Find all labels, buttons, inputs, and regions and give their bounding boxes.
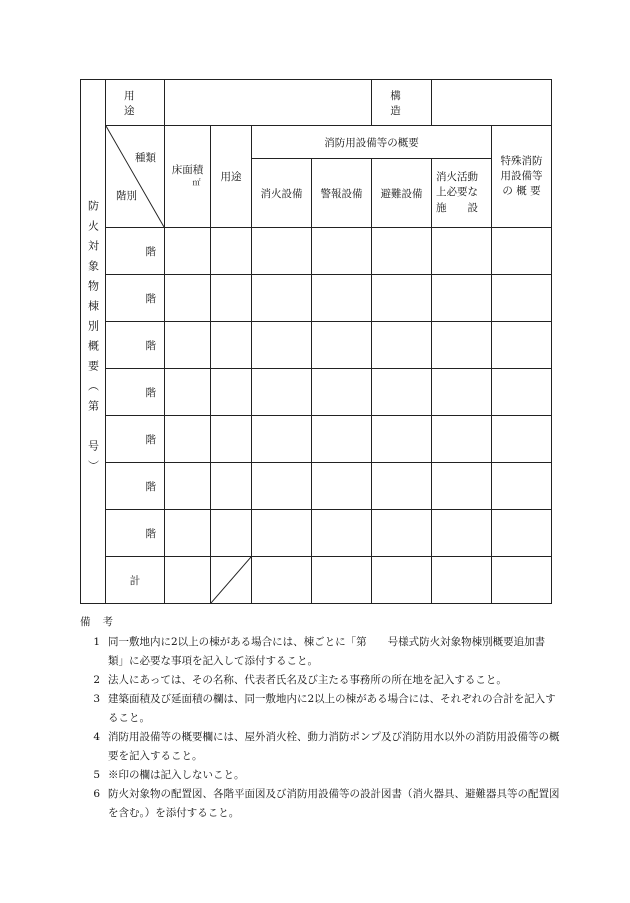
diagonal-line (211, 557, 251, 603)
cell[interactable] (312, 228, 372, 275)
floor-row-label: 階 (106, 369, 165, 416)
cell[interactable] (432, 228, 492, 275)
cell[interactable] (492, 416, 552, 463)
remark-item (80, 785, 560, 823)
floor-area-header (165, 126, 211, 228)
cell[interactable] (432, 463, 492, 510)
kind-floor-header (106, 126, 165, 228)
alarm-header: 警報設備 (312, 159, 372, 228)
evacuation-header: 避難設備 (372, 159, 432, 228)
cell[interactable] (432, 416, 492, 463)
diagonal-line (106, 126, 164, 227)
remark-item (80, 671, 560, 690)
remark-number: 5 (93, 769, 100, 781)
cell[interactable] (252, 416, 312, 463)
floor-row-label: 階 (106, 463, 165, 510)
cell[interactable] (165, 416, 211, 463)
cell[interactable] (165, 510, 211, 557)
total-label: 計 (106, 557, 165, 604)
usage-label: 用 途 (106, 80, 165, 126)
cell[interactable] (312, 510, 372, 557)
floor-row-label: 階 (106, 228, 165, 275)
remark-item (80, 690, 560, 728)
remarks-title: 備考 (80, 616, 125, 628)
cell[interactable] (211, 510, 252, 557)
floor-label: 階別 (116, 190, 137, 202)
remark-number: 6 (93, 788, 100, 800)
cell[interactable] (492, 510, 552, 557)
special-line2: 用設備等 (500, 169, 543, 182)
remark-number: 4 (93, 731, 100, 743)
cell[interactable] (492, 463, 552, 510)
cell[interactable] (372, 275, 432, 322)
cell[interactable] (165, 275, 211, 322)
structure-label: 構 造 (372, 80, 432, 126)
cell[interactable] (312, 463, 372, 510)
remark-text: 消防用設備等の概要欄には、屋外消火栓、動力消防ポンプ及び消防用水以外の消防用設備等の概要を記入すること。 (108, 731, 560, 762)
firefight-line3: 施 設 (436, 201, 478, 214)
remark-item (80, 766, 560, 785)
cell[interactable] (312, 275, 372, 322)
cell[interactable] (165, 463, 211, 510)
firefight-line1: 消火活動 (436, 171, 478, 184)
cell[interactable] (492, 369, 552, 416)
special-line3: の 概 要 (502, 185, 541, 198)
special-equipment-header (492, 126, 552, 228)
remark-number: 2 (93, 674, 100, 686)
cell[interactable] (252, 275, 312, 322)
cell[interactable] (252, 510, 312, 557)
cell[interactable] (165, 228, 211, 275)
cell[interactable] (432, 322, 492, 369)
floor-area-label: 床面積 (171, 164, 204, 177)
firefight-line2: 上必要な (436, 186, 478, 199)
extinguishing-header: 消火設備 (252, 159, 312, 228)
cell[interactable] (432, 275, 492, 322)
firefighting-facility-header (432, 159, 492, 228)
cell[interactable] (432, 510, 492, 557)
remark-number: 3 (93, 693, 100, 705)
cell[interactable] (312, 416, 372, 463)
vertical-title: 防火対象物棟別概要（第 号） (86, 200, 100, 480)
fire-equipment-overview-header: 消防用設備等の概要 (252, 126, 492, 159)
remarks-section (80, 614, 560, 823)
floor-row-label: 階 (106, 510, 165, 557)
cell[interactable] (165, 369, 211, 416)
remark-number: 1 (93, 636, 100, 648)
cell[interactable] (372, 510, 432, 557)
cell[interactable] (372, 369, 432, 416)
cell[interactable] (211, 322, 252, 369)
remark-text: 同一敷地内に2以上の棟がある場合には、棟ごとに「第 号様式防火対象物棟別概要追加書類」に必要な事項を記入して添付すること。 (108, 636, 546, 667)
special-line1: 特殊消防 (500, 154, 543, 167)
cell[interactable] (165, 322, 211, 369)
cell[interactable] (252, 557, 312, 604)
total-floor-area-cell[interactable] (165, 557, 211, 604)
remark-item (80, 728, 560, 766)
cell[interactable] (211, 369, 252, 416)
usage-header: 用途 (211, 126, 252, 228)
remark-text: 法人にあっては、その名称、代表者氏名及び主たる事務所の所在地を記入すること。 (108, 674, 507, 686)
cell[interactable] (252, 463, 312, 510)
cell[interactable] (211, 463, 252, 510)
floor-row-label: 階 (106, 416, 165, 463)
total-usage-cell-crossed (211, 557, 252, 604)
cell[interactable] (372, 228, 432, 275)
remark-text: 建築面積及び延面積の欄は、同一敷地内に2以上の棟がある場合には、それぞれの合計を記入すること。 (108, 693, 556, 724)
cell[interactable] (252, 322, 312, 369)
cell[interactable] (211, 275, 252, 322)
usage-value[interactable] (165, 80, 372, 126)
cell[interactable] (372, 557, 432, 604)
floor-row-label: 階 (106, 322, 165, 369)
cell[interactable] (372, 416, 432, 463)
kind-label: 種類 (135, 152, 156, 164)
cell[interactable] (312, 322, 372, 369)
building-overview-table (80, 79, 552, 604)
remark-text: ※印の欄は記入しないこと。 (108, 769, 245, 781)
remark-text: 防火対象物の配置図、各階平面図及び消防用設備等の設計図書（消火器具、避難器具等の配置図を含む。）を添付すること。 (108, 788, 560, 819)
cell[interactable] (372, 322, 432, 369)
cell[interactable] (492, 322, 552, 369)
cell[interactable] (432, 369, 492, 416)
cell[interactable] (312, 369, 372, 416)
cell[interactable] (211, 228, 252, 275)
cell[interactable] (492, 275, 552, 322)
structure-value[interactable] (432, 80, 552, 126)
cell[interactable] (372, 463, 432, 510)
vertical-title-cell (81, 80, 106, 604)
cell[interactable] (211, 416, 252, 463)
cell[interactable] (492, 228, 552, 275)
remark-item (80, 633, 560, 671)
cell[interactable] (432, 557, 492, 604)
cell[interactable] (252, 369, 312, 416)
cell[interactable] (252, 228, 312, 275)
cell[interactable] (312, 557, 372, 604)
floor-row-label: 階 (106, 275, 165, 322)
cell[interactable] (492, 557, 552, 604)
floor-area-unit: ㎡ (192, 178, 201, 188)
